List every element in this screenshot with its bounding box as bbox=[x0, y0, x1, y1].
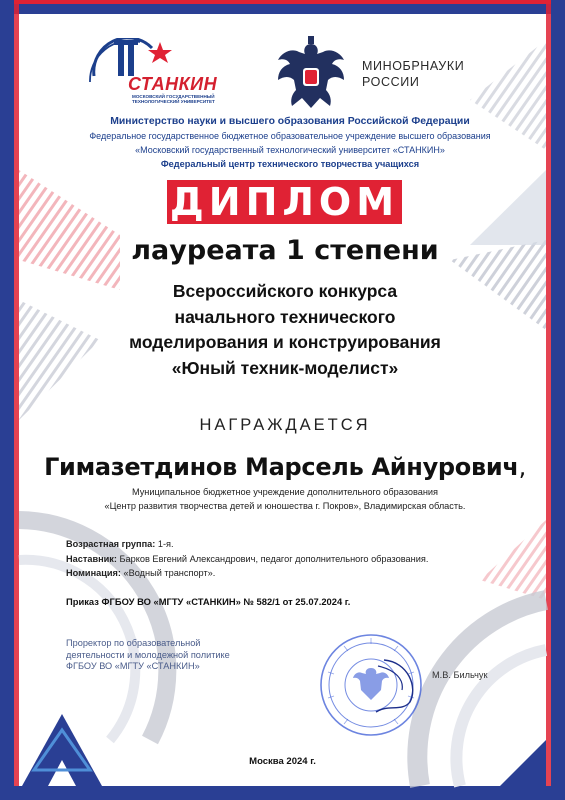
contest-line3: моделирования и конструирования bbox=[129, 332, 441, 352]
organization-line2: «Центр развития творчества детей и юношества г. Покров», Владимирская область. bbox=[104, 500, 466, 511]
laureate-degree: лауреата 1 степени bbox=[131, 235, 439, 266]
recipient-name: Гимазетдинов Марсель Айнурович bbox=[44, 453, 519, 481]
signer-position bbox=[66, 638, 230, 673]
official-seal-stamp bbox=[318, 632, 424, 738]
center-name: Федеральный центр технического творчества учащихся bbox=[160, 159, 420, 169]
recipient-name-block bbox=[30, 453, 540, 481]
institution-type: Федеральное государственное бюджетное образовательное учреждение высшего образования bbox=[89, 131, 491, 141]
organization-line1: Муниципальное бюджетное учреждение дополнительного образования bbox=[131, 487, 439, 497]
awarded-label: НАГРАЖДАЕТСЯ bbox=[199, 416, 371, 434]
mentor-label: Наставник: bbox=[66, 553, 117, 564]
nomination-value: «Водный транспорт». bbox=[120, 568, 216, 578]
signer-line3: ФГБОУ ВО «МГТУ «СТАНКИН» bbox=[66, 661, 200, 671]
institution-name: «Московский государственный технологический университет «СТАНКИН» bbox=[135, 145, 445, 155]
contest-line4: «Юный техник-моделист» bbox=[171, 357, 399, 378]
age-group-label: Возрастная группа: bbox=[66, 539, 156, 549]
age-group-row bbox=[66, 537, 428, 552]
signer-line2: деятельности и молодежной политике bbox=[66, 649, 230, 660]
ministry-logo-text bbox=[362, 58, 464, 90]
details-block bbox=[66, 537, 428, 581]
diploma-title: ДИПЛОМ bbox=[169, 180, 400, 224]
coat-of-arms-icon bbox=[272, 36, 350, 112]
signer-name: М.В. Бильчук bbox=[432, 670, 488, 680]
mentor-row bbox=[66, 552, 428, 567]
nomination-row bbox=[66, 566, 428, 581]
recipient-comma: , bbox=[518, 453, 526, 481]
contest-line2: начального технического bbox=[174, 306, 396, 327]
order-reference: Приказ ФГБОУ ВО «МГТУ «СТАНКИН» № 582/1 от 25.07.2024 г. bbox=[66, 596, 351, 607]
contest-name bbox=[40, 279, 530, 381]
stankin-logo-name: СТАНКИН bbox=[128, 74, 218, 94]
ministry-logo-line2: РОССИИ bbox=[362, 75, 420, 89]
ministry-name: Министерство науки и высшего образования Российской Федерации bbox=[110, 116, 470, 127]
signer-line1: Проректор по образовательной bbox=[66, 638, 201, 648]
recipient-organization bbox=[60, 486, 510, 513]
mentor-value: Барков Евгений Александрович, педагог дополнительного образования. bbox=[116, 553, 429, 564]
stankin-logo-subtitle: МОСКОВСКИЙ ГОСУДАРСТВЕННЫЙ ТЕХНОЛОГИЧЕСКИЙ УНИВЕРСИТЕТ bbox=[132, 94, 215, 105]
ministry-logo-line1: МИНОБРНАУКИ bbox=[362, 59, 465, 73]
nomination-label: Номинация: bbox=[66, 568, 121, 578]
city-year: Москва 2024 г. bbox=[249, 756, 316, 767]
age-group-value: 1-я. bbox=[155, 539, 174, 549]
contest-line1: Всероссийского конкурса bbox=[172, 281, 398, 301]
